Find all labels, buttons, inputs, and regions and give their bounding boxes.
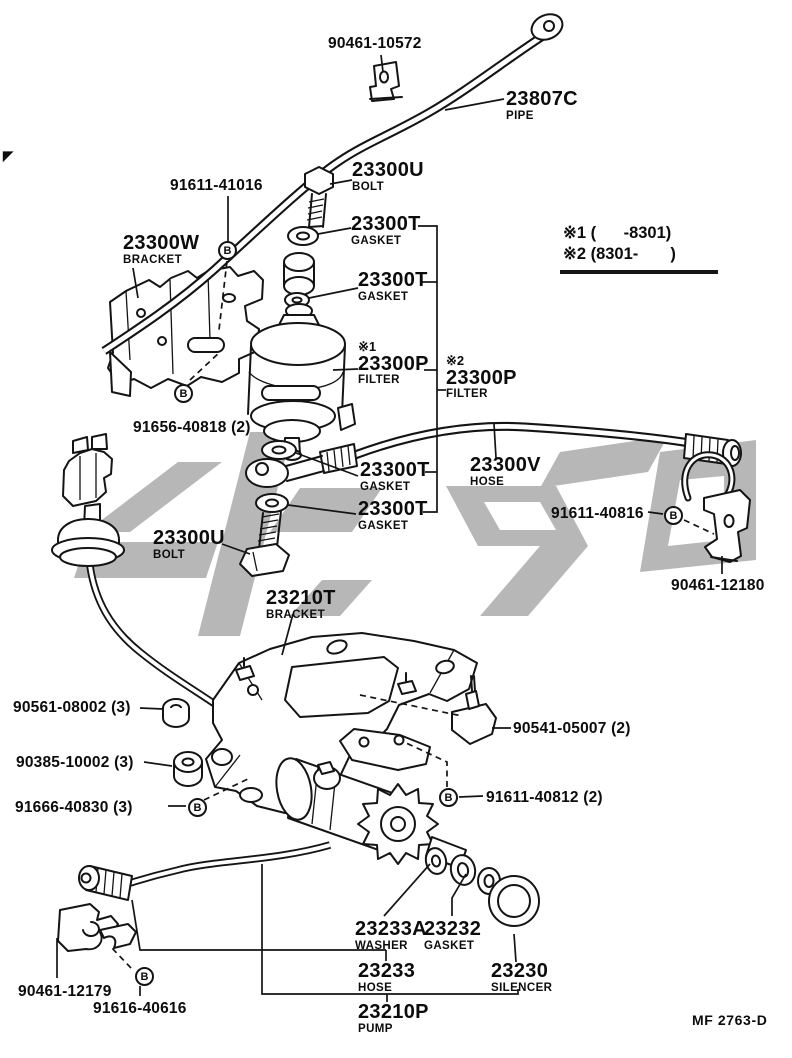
part-number: 90561-08002 (3) xyxy=(13,699,131,716)
part-name: PUMP xyxy=(358,1022,393,1035)
b-marker-40812: B xyxy=(439,788,458,807)
b-marker-41016: B xyxy=(218,241,237,260)
part-label-23300t-1 xyxy=(351,214,421,248)
part-label-90461-10572 xyxy=(328,36,422,52)
part-name: HOSE xyxy=(470,475,505,488)
part-prefix: ※2 xyxy=(446,353,465,368)
part-number: 23300V xyxy=(470,454,541,476)
part-label-90385-10002 xyxy=(16,755,134,771)
part-name: GASKET xyxy=(351,234,402,247)
part-label-91611-41016 xyxy=(170,178,263,194)
part-number: 90461-12180 xyxy=(671,577,765,594)
part-label-23807c xyxy=(506,89,578,123)
part-number: 23300U xyxy=(153,527,225,549)
legend-underline xyxy=(560,270,718,274)
part-number: 23300P xyxy=(358,352,429,375)
part-label-23300t-4 xyxy=(358,499,428,533)
part-number: 90461-12179 xyxy=(18,983,112,1000)
part-number: 91611-40816 xyxy=(551,505,644,522)
part-number: 91611-41016 xyxy=(170,177,263,194)
part-name: BRACKET xyxy=(266,608,326,621)
part-number: 23300T xyxy=(351,213,421,235)
part-number: 23300T xyxy=(358,269,428,291)
b-marker-40818: B xyxy=(174,384,193,403)
part-label-90561-08002 xyxy=(13,700,131,716)
figure-code: MF 2763-D xyxy=(692,1012,768,1028)
part-number: 23233A xyxy=(355,918,427,940)
part-label-23210t xyxy=(266,588,336,622)
b-marker-40616: B xyxy=(135,967,154,986)
legend-box xyxy=(563,223,676,265)
part-number: 91656-40818 (2) xyxy=(133,419,251,436)
part-label-23210p xyxy=(358,1002,429,1036)
part-name: GASKET xyxy=(360,480,411,493)
part-label-23300p-2 xyxy=(446,354,517,401)
part-number: 91611-40812 (2) xyxy=(486,789,603,806)
part-label-90541-05007 xyxy=(513,721,631,737)
part-number: 23300P xyxy=(446,366,517,389)
part-label-23300w xyxy=(123,233,199,267)
part-number: 90385-10002 (3) xyxy=(16,754,134,771)
part-number: 23300W xyxy=(123,232,200,254)
b-marker-40816: B xyxy=(664,506,683,525)
part-label-23300u-left xyxy=(153,528,225,562)
part-number: 23807C xyxy=(506,88,578,110)
part-name: BOLT xyxy=(352,180,385,193)
part-label-23230 xyxy=(491,961,552,995)
part-name: GASKET xyxy=(358,519,409,532)
part-name: FILTER xyxy=(358,374,400,387)
part-number: 90541-05007 (2) xyxy=(513,720,631,737)
filter-assembly xyxy=(248,167,355,460)
part-number: 90461-10572 xyxy=(328,35,422,52)
part-number: 23210P xyxy=(358,1001,429,1023)
part-label-23300v xyxy=(470,455,541,489)
part-number: 23300U xyxy=(352,159,424,181)
legend-line-1: ※1 ( -8301) xyxy=(563,224,672,242)
part-label-23300u-top xyxy=(352,160,424,194)
part-number: 23230 xyxy=(491,960,549,982)
part-label-23300t-2 xyxy=(358,270,428,304)
part-label-23300t-3 xyxy=(360,460,430,494)
part-name: GASKET xyxy=(424,939,475,952)
part-label-23300p-1 xyxy=(358,340,429,387)
part-label-23232 xyxy=(424,919,481,953)
part-label-90461-12179 xyxy=(18,984,112,1000)
hose-23233 xyxy=(79,845,330,900)
part-name: BRACKET xyxy=(123,253,183,266)
part-number: 23300T xyxy=(360,459,430,481)
part-prefix: ※1 xyxy=(358,339,377,354)
part-label-91656-40818 xyxy=(133,420,251,436)
part-name: BOLT xyxy=(153,548,186,561)
part-name: WASHER xyxy=(355,939,408,952)
part-label-91616-40616 xyxy=(93,1001,187,1017)
part-label-23233 xyxy=(358,961,415,995)
legend-line-2: ※2 (8301- ) xyxy=(563,245,676,263)
part-number: 23232 xyxy=(424,918,482,940)
part-name: SILENCER xyxy=(491,981,553,994)
part-number: 23233 xyxy=(358,960,416,982)
part-number: 91616-40616 xyxy=(93,1000,187,1017)
part-label-90461-12180 xyxy=(671,578,765,594)
clamp-90461-12179 xyxy=(58,904,136,951)
part-label-91611-40812 xyxy=(486,790,603,806)
part-name: HOSE xyxy=(358,981,393,994)
part-label-91666-40830 xyxy=(15,800,133,816)
part-number: 23300T xyxy=(358,498,428,520)
part-name: PIPE xyxy=(506,109,534,122)
direction-arrow-icon: ◤ xyxy=(3,148,13,163)
part-number: 23210T xyxy=(266,587,336,609)
part-name: GASKET xyxy=(358,290,409,303)
part-label-91611-40816 xyxy=(551,506,644,522)
part-label-23233a xyxy=(355,919,427,953)
part-name: FILTER xyxy=(446,388,488,401)
part-number: 91666-40830 (3) xyxy=(15,799,133,816)
b-marker-40830: B xyxy=(188,798,207,817)
